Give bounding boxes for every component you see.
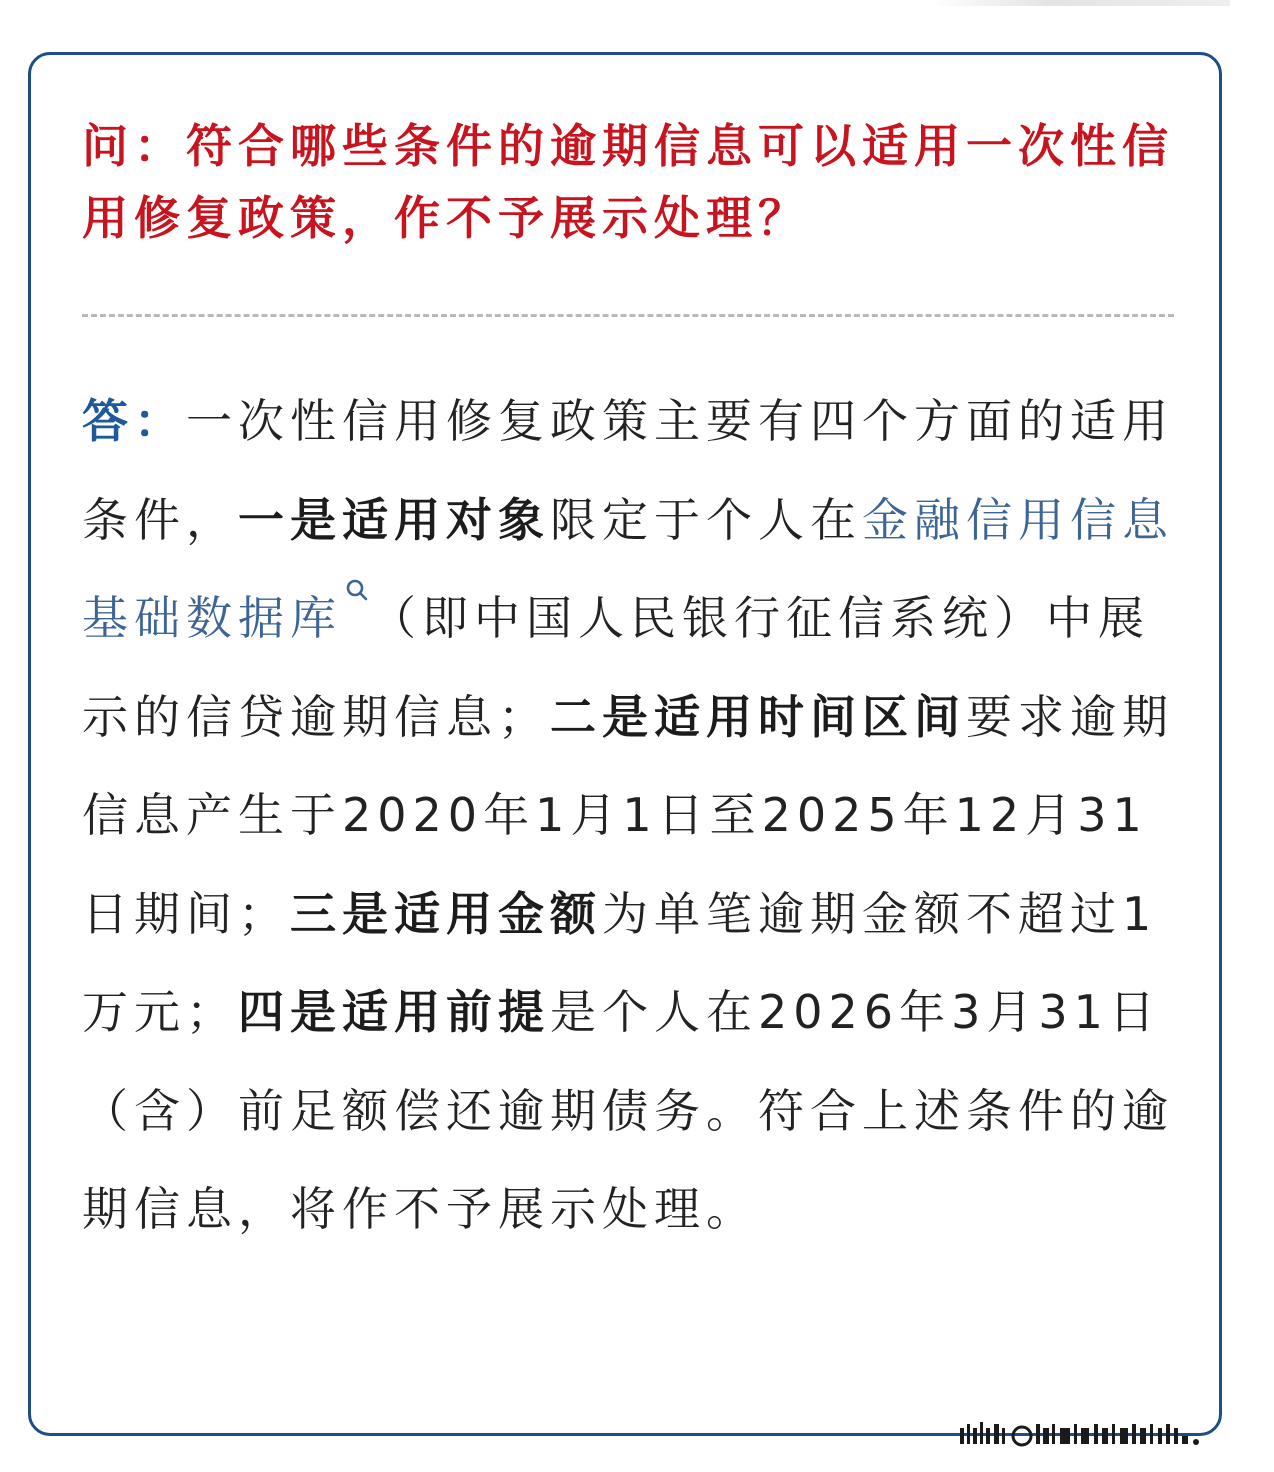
question-text: 问：符合哪些条件的逾期信息可以适用一次性信用修复政策，作不予展示处理？ xyxy=(82,119,1174,245)
search-icon[interactable] xyxy=(344,577,370,617)
answer-text-4: 要求逾期信息产生于2020年1月1日至2025年12月31日期间； xyxy=(82,689,1174,941)
condition-1-heading: 一是适用对象 xyxy=(238,492,550,547)
condition-4-heading: 四是适用前提 xyxy=(238,985,550,1039)
top-edge-shadow xyxy=(930,0,1230,6)
answer-text-3: （即中国人民银行征信系统）中展示的信贷逾期信息； xyxy=(82,591,1150,744)
answer-paragraph xyxy=(82,372,1182,1259)
answer-label: 答： xyxy=(82,394,186,448)
dashed-divider xyxy=(82,314,1174,317)
database-link[interactable]: 金融信用信息基础数据库 xyxy=(82,492,1174,645)
answer-text-5: 为单笔逾期金额不超过1万元； xyxy=(82,886,1158,1039)
answer-text-6: 是个人在2026年3月31日（含）前足额偿还逾期债务。符合上述条件的逾期信息，将作不予展示处理。 xyxy=(82,985,1174,1236)
answer-text-2: 限定于个人在 xyxy=(550,492,862,547)
watermark-logo xyxy=(950,1410,1250,1450)
condition-2-heading: 二是适用时间区间 xyxy=(550,689,966,744)
answer-text-1: 一次性信用修复政策主要有四个方面的适用条件， xyxy=(82,394,1174,547)
condition-3-heading: 三是适用金额 xyxy=(290,886,602,941)
